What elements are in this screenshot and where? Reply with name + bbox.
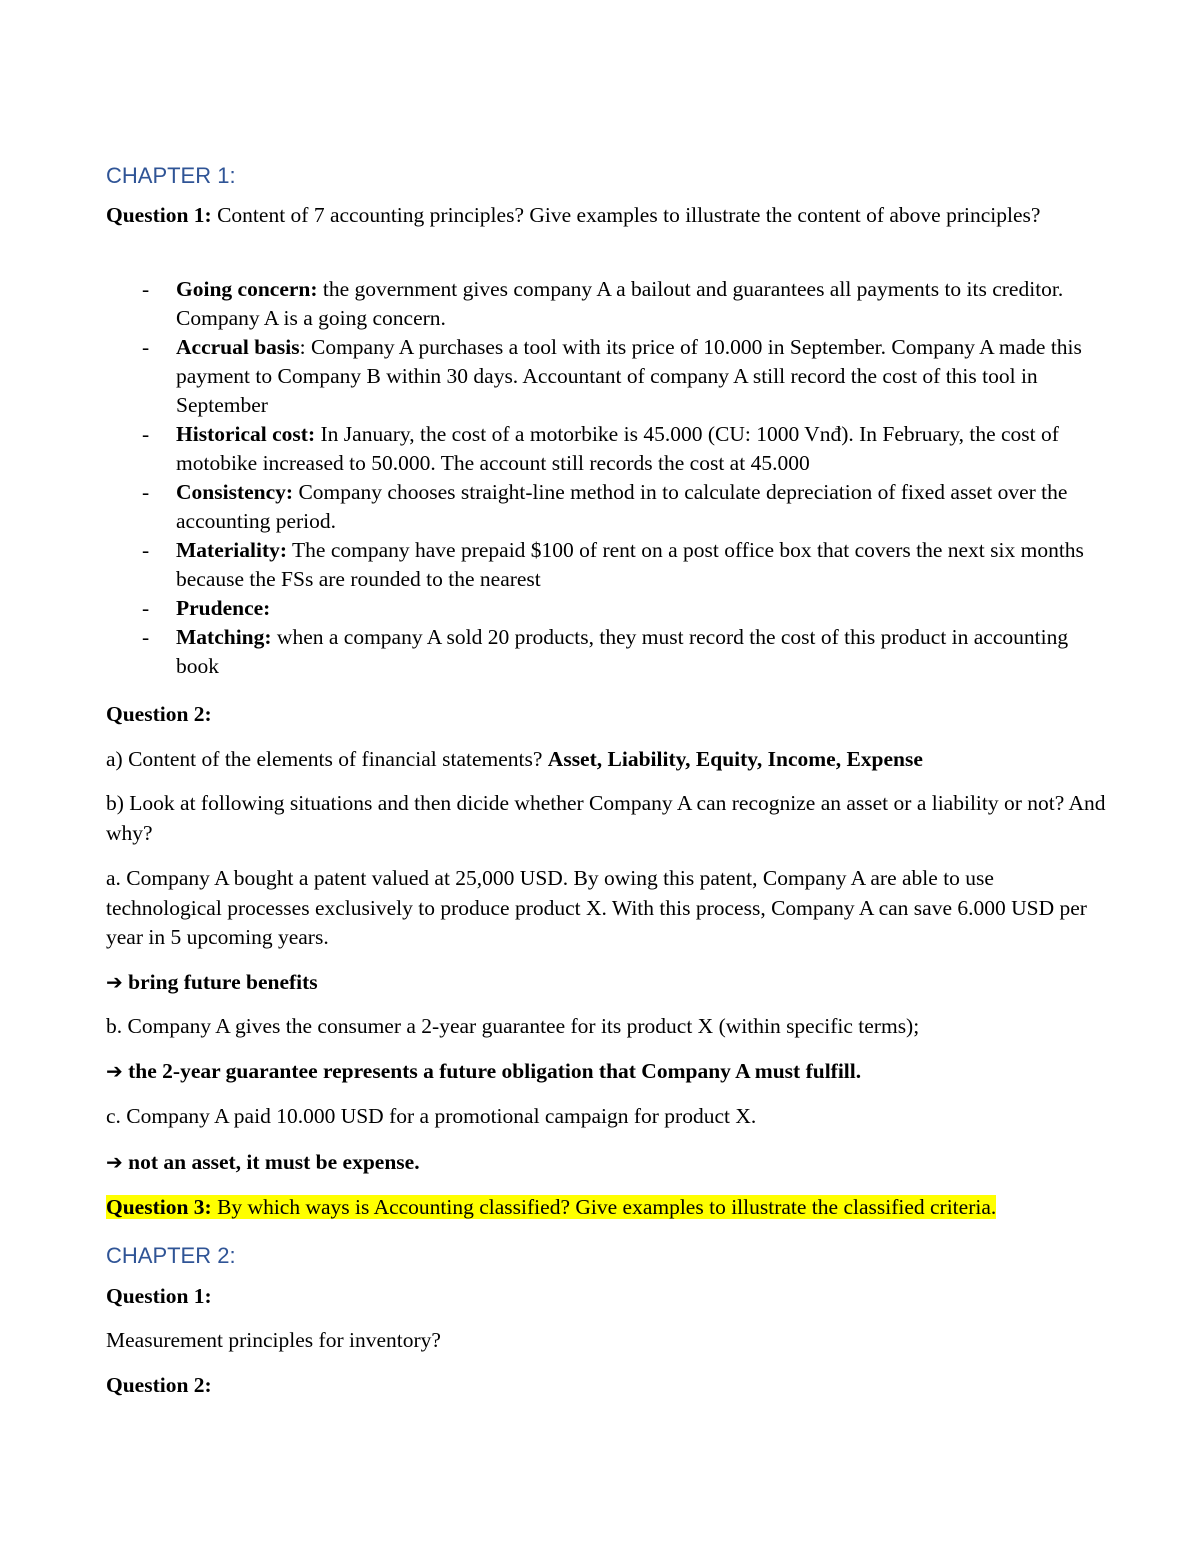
principle-term: Going concern:	[176, 277, 318, 301]
highlighted-question	[106, 1195, 996, 1219]
part-a-text: a) Content of the elements of financial statements?	[106, 747, 548, 771]
principle-term: Historical cost:	[176, 422, 316, 446]
dash-bullet-icon: -	[142, 538, 150, 562]
chapter-2-question-2-label	[106, 1371, 1106, 1401]
dash-bullet-icon: -	[142, 596, 150, 620]
principle-term: Matching:	[176, 625, 272, 649]
principle-desc: In January, the cost of a motorbike is 45.000 (CU: 1000 Vnđ). In February, the cost of motobike increased to 50.000. The account still records the cost at 45.000	[176, 422, 1059, 475]
list-item	[106, 275, 1106, 333]
principles-list	[106, 275, 1106, 681]
case-a-text: a. Company A bought a patent valued at 25,000 USD. By owing this patent, Company A are able to use technological processes exclusively to produce product X. With this process, Company A can save 6.000 USD per year in 5 upcoming years.	[106, 866, 1087, 949]
case-b-answer	[106, 1057, 1106, 1087]
dash-bullet-icon: -	[142, 422, 150, 446]
chapter-1-heading: CHAPTER 1:	[106, 163, 236, 188]
list-item	[106, 594, 1106, 623]
principle-desc: The company have prepaid $100 of rent on a post office box that covers the next six months because the FSs are rounded to the nearest	[176, 538, 1084, 591]
principle-term: Prudence:	[176, 596, 271, 620]
arrow-right-icon: ➔	[106, 1059, 123, 1083]
question-2-part-a	[106, 745, 1106, 775]
chapter-1-question-3	[106, 1193, 1106, 1223]
principle-term: Consistency:	[176, 480, 294, 504]
answer-text: bring future benefits	[128, 970, 318, 994]
chapter-2-question-1-label	[106, 1282, 1106, 1312]
case-b-text: b. Company A gives the consumer a 2-year guarantee for its product X (within specific terms);	[106, 1014, 920, 1038]
answer-text: the 2-year guarantee represents a future obligation that Company A must fulfill.	[128, 1059, 862, 1083]
case-c-text: c. Company A paid 10.000 USD for a promotional campaign for product X.	[106, 1104, 757, 1128]
principle-desc: : Company A purchases a tool with its price of 10.000 in September. Company A made this payment to Company B within 30 days. Accountant of company A still record the cost of this tool in September	[176, 335, 1082, 417]
arrow-right-icon: ➔	[106, 970, 123, 994]
case-c-answer	[106, 1148, 1106, 1178]
list-item	[106, 536, 1106, 594]
question-2-part-b: b) Look at following situations and then dicide whether Company A can recognize an asset or a liability or not? And why?	[106, 791, 1106, 845]
list-item	[106, 333, 1106, 420]
chapter-2-question-1-text: Measurement principles for inventory?	[106, 1328, 441, 1352]
question-label: Question 1:	[106, 203, 212, 227]
arrow-right-icon: ➔	[106, 1150, 123, 1174]
principle-desc: Company chooses straight-line method in to calculate depreciation of fixed asset over the accounting period.	[176, 480, 1068, 533]
question-text: Content of 7 accounting principles? Give examples to illustrate the content of above principles?	[211, 203, 1041, 227]
principle-desc: the government gives company A a bailout and guarantees all payments to its creditor. Company A is a going concern.	[176, 277, 1064, 330]
principle-term: Accrual basis	[176, 335, 300, 359]
principle-desc: when a company A sold 20 products, they must record the cost of this product in accounting book	[176, 625, 1069, 678]
dash-bullet-icon: -	[142, 277, 150, 301]
answer-text: not an asset, it must be expense.	[128, 1150, 420, 1174]
list-item	[106, 623, 1106, 681]
list-item	[106, 478, 1106, 536]
part-a-elements: Asset, Liability, Equity, Income, Expense	[547, 747, 923, 771]
question-label: Question 2:	[106, 702, 212, 726]
question-text: By which ways is Accounting classified? Give examples to illustrate the classified criteria.	[211, 1195, 997, 1219]
dash-bullet-icon: -	[142, 480, 150, 504]
chapter-1-question-1	[106, 201, 1106, 231]
dash-bullet-icon: -	[142, 335, 150, 359]
list-item	[106, 420, 1106, 478]
case-a-answer	[106, 968, 1106, 998]
chapter-1-question-2-label	[106, 700, 1106, 730]
question-label: Question 1:	[106, 1284, 212, 1308]
dash-bullet-icon: -	[142, 625, 150, 649]
question-label: Question 2:	[106, 1373, 212, 1397]
question-label: Question 3:	[106, 1195, 212, 1219]
principle-term: Materiality:	[176, 538, 288, 562]
chapter-2-heading: CHAPTER 2:	[106, 1243, 236, 1268]
